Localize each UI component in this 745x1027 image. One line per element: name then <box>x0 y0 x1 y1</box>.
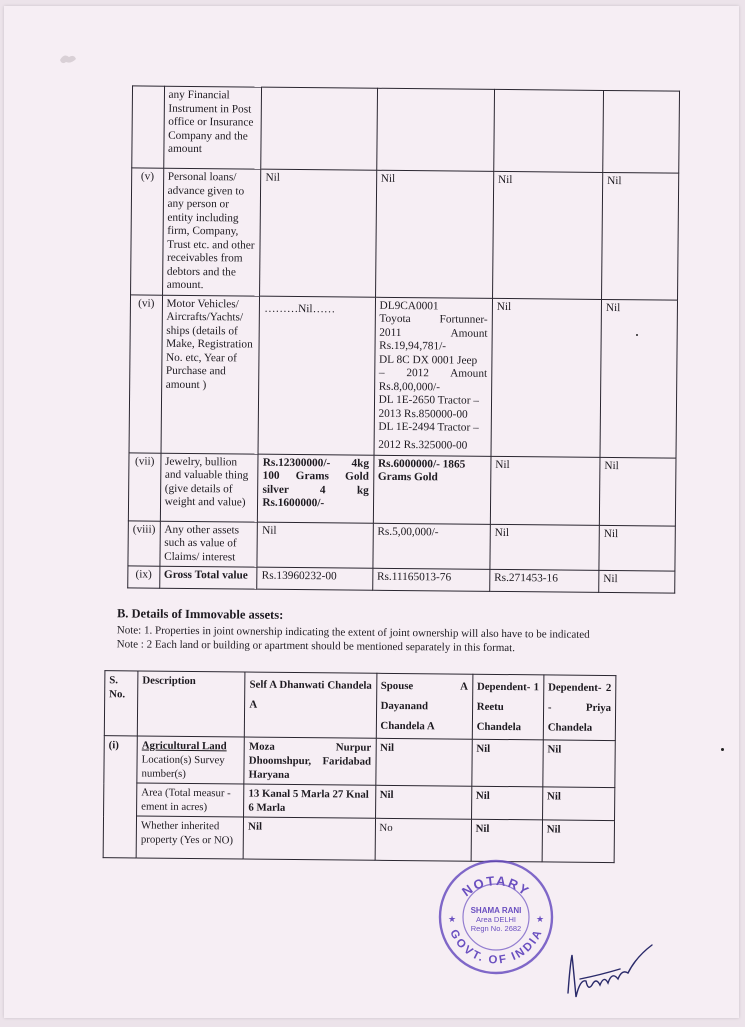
self-value: ………Nil…… <box>258 296 375 455</box>
table-row <box>128 452 676 525</box>
vehicle-line: 2013 Rs.850000-00 <box>378 407 468 421</box>
col-self: Self A Dhanwati Chandela A <box>245 672 377 738</box>
vehicle-line: DL 1E-2494 Tractor – <box>378 420 479 434</box>
movable-assets-table <box>127 85 680 593</box>
self-value: Rs.12300000/- 4kg 100 Grams Gold silver 4 kg Rs.1600000/- <box>258 454 374 523</box>
section-title: B. Details of Immovable assets: <box>116 606 284 622</box>
spouse-value: Rs.6000000/- 1865 Grams Gold <box>373 455 491 524</box>
speck <box>636 334 638 336</box>
spouse-value: Nil <box>375 785 471 819</box>
star-icon: ★ <box>447 914 457 924</box>
dependent-1-value: Nil <box>471 819 543 862</box>
row-number: (i) <box>103 736 137 858</box>
asset-description: Motor Vehicles/ Aircrafts/Yachts/ ships (details of Make, Registration No. etc, Year of Purchase and amount ) <box>161 295 260 454</box>
svg-text:NOTARY <box>459 873 533 899</box>
dependent-1-value: Nil <box>492 171 602 299</box>
col-sno: S. No. <box>104 671 138 736</box>
asset-description: any Financial Instrument in Post office or Insurance Company and the amount <box>163 86 262 169</box>
dependent-2-value <box>603 90 680 173</box>
dependent-1-value: Nil <box>490 456 600 525</box>
self-value: 13 Kanal 5 Marla 27 Knal 6 Marla <box>244 784 376 818</box>
self-value: Moza Nurpur Dhoomshpur, Faridabad Haryana <box>244 737 376 785</box>
row-number: (vi) <box>129 294 162 452</box>
spouse-value: No <box>375 818 472 861</box>
stamp-top-text: NOTARY <box>459 872 534 900</box>
row-number: (vii) <box>128 452 160 520</box>
land-type: Agricultural Land <box>141 739 227 753</box>
header-row <box>104 671 616 741</box>
vehicle-line: DL 1E-2650 Tractor – <box>378 393 480 407</box>
table-row <box>104 736 615 788</box>
signature <box>560 935 660 1005</box>
asset-description: Jewelry, bullion and valuable thing (give details of weight and value) <box>160 453 258 522</box>
dependent-2-value: Nil <box>601 172 678 299</box>
row-number: (ix) <box>128 566 160 588</box>
dependent-2-value: Nil <box>599 525 675 571</box>
dependent-1-value <box>494 89 604 172</box>
col-spouse: Spouse A Dayanand Chandela A <box>376 673 473 739</box>
dependent-1-value: Nil <box>472 739 544 787</box>
stamp-name: SHAMA RANI <box>470 906 522 915</box>
table-row <box>131 168 679 300</box>
star-icon: ★ <box>535 914 545 924</box>
vehicle-line: DL 8C DX 0001 Jeep <box>378 353 478 367</box>
spouse-value: Rs.11165013-76 <box>372 568 489 591</box>
col-dependent-2: Dependent- 2 - Priya Chandela <box>543 675 616 741</box>
vehicle-line: DL9CA0001 <box>379 299 439 312</box>
dependent-2-value: Nil <box>542 820 615 863</box>
self-value: Nil <box>257 522 373 569</box>
self-value: Nil <box>243 817 375 860</box>
dependent-1-value: Nil <box>491 298 602 457</box>
table-row <box>128 566 675 593</box>
spouse-value: Nil <box>375 170 493 298</box>
vehicle-line: Rs.8,00,000/- <box>378 380 441 393</box>
dependent-2-value: Nil <box>599 570 675 593</box>
dependent-1-value: Nil <box>490 524 600 571</box>
speck <box>721 748 724 751</box>
asset-description: Area (Total measur -ement in acres) <box>137 783 245 817</box>
note-2: Note : 2 Each land or building or apartment should be mentioned separately in this format. <box>116 638 516 655</box>
table-row <box>128 520 675 571</box>
spouse-value <box>374 297 493 456</box>
dependent-2-value: Nil <box>543 740 616 788</box>
note-1: Note: 1. Properties in joint ownership indicating the extent of joint ownership will also have to be indicated <box>116 624 590 641</box>
col-dependent-1: Dependent- 1 Reetu Chandela <box>472 674 544 740</box>
self-value: Nil <box>260 169 376 297</box>
dependent-1-value: Rs.271453-16 <box>490 569 599 592</box>
table-row <box>129 294 677 457</box>
row-number: (v) <box>131 168 164 295</box>
notary-stamp <box>436 855 556 975</box>
asset-description: Personal loans/ advance given to any person or entity including firm, Company, Trust etc. and other receivables from debtors and the amount. <box>162 168 261 295</box>
row-number: (viii) <box>128 520 160 566</box>
self-value <box>261 87 377 170</box>
dependent-2-value: Nil <box>542 787 614 821</box>
spouse-value: Nil <box>375 738 472 786</box>
land-location: Location(s) Survey number(s) <box>141 753 225 780</box>
asset-description: Whether inherited property (Yes or NO) <box>136 816 244 859</box>
asset-description <box>137 736 245 784</box>
immovable-assets-table <box>103 670 617 863</box>
stamp-regn: Regn No. 2682 <box>470 924 522 933</box>
spouse-value: Rs.5,00,000/- <box>373 523 491 570</box>
spouse-value <box>376 88 494 171</box>
vehicle-line: 2011 Amount <box>379 326 488 340</box>
vehicle-line: Rs.19,94,781/- <box>379 339 447 353</box>
self-value: Rs.13960232-00 <box>257 567 372 590</box>
col-description: Description <box>137 671 245 737</box>
asset-description: Any other assets such as value of Claims/ interest <box>160 521 258 567</box>
row-number <box>132 86 164 168</box>
table-row <box>104 783 615 821</box>
stamp-area: Area DELHI <box>475 915 517 924</box>
table-row <box>132 86 680 173</box>
vehicle-line: 2012 Rs.325000-00 <box>378 438 468 452</box>
dependent-2-value: Nil <box>600 299 678 458</box>
dependent-2-value: Nil <box>599 457 676 526</box>
stamp-bottom-text: GOVT. OF INDIA <box>447 927 545 967</box>
dependent-1-value: Nil <box>471 786 542 820</box>
asset-description: Gross Total value <box>159 566 257 589</box>
vehicle-line: Toyota Fortunner- <box>379 312 488 326</box>
vehicle-line: – 2012 Amount <box>378 366 488 380</box>
